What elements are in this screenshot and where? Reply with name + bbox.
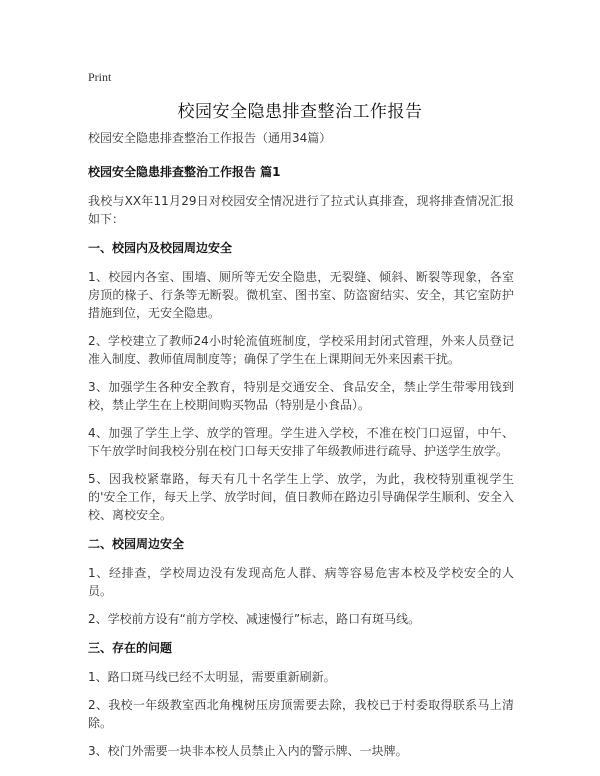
document-body [88, 128, 514, 770]
list-item: 2、学校建立了教师24小时轮流值班制度，学校采用封闭式管理，外来人员登记准入制度、教师值周制度等；确保了学生在上课期间无外来因素干扰。 [88, 334, 514, 366]
section-heading-problems: 三、存在的问题 [88, 641, 173, 655]
section-heading-surroundings: 二、校园周边安全 [88, 537, 185, 551]
list-item: 1、校园内各室、围墙、厕所等无安全隐患，无裂缝、倾斜、断裂等现象，各室房顶的椽子、行条等无断裂。微机室、图书室、防盗窗结实、安全，其它室防护措施到位，无安全隐患。 [88, 270, 514, 320]
list-item: 3、加强学生各种安全教育，特别是交通安全、食品安全，禁止学生带零用钱到校，禁止学生在上校期间购买物品（特别是小食品）。 [88, 380, 514, 412]
intro-paragraph: 我校与XX年11月29日对校园安全情况进行了拉式认真排查，现将排查情况汇报如下： [88, 194, 514, 226]
list-item: 1、路口斑马线已经不太明显，需要重新刷新。 [88, 670, 336, 684]
page-title: 校园安全隐患排查整治工作报告 [177, 102, 423, 122]
list-item: 2、学校前方设有“前方学校、减速慢行”标志，路口有斑马线。 [88, 612, 421, 626]
list-item: 3、校门外需要一块非本校人员禁止入内的警示牌、一块牌。 [88, 744, 408, 758]
print-link[interactable]: Print [88, 70, 112, 84]
section-heading-campus-safety: 一、校园内及校园周边安全 [88, 241, 233, 255]
list-item: 1、经排查，学校周边没有发现高危人群、病等容易危害本校及学校安全的人员。 [88, 566, 514, 598]
list-item: 2、我校一年级教室西北角槐树压房顶需要去除，我校已于村委取得联系马上清除。 [88, 698, 514, 730]
part-heading: 校园安全隐患排查整治工作报告 篇1 [88, 165, 281, 179]
list-item: 4、加强了学生上学、放学的管理。学生进入学校，不准在校门口逗留，中午、下午放学时间我校分别在校门口每天安排了年级教师进行疏导、护送学生放学。 [88, 426, 514, 458]
document-subtitle: 校园安全隐患排查整治工作报告（通用34篇） [88, 131, 332, 145]
list-item: 5、因我校紧靠路，每天有几十名学生上学、放学，为此，我校特别重视学生的'安全工作，每天上学、放学时间，值日教师在路边引导确保学生顺利、安全入校、离校安全。 [88, 472, 514, 522]
